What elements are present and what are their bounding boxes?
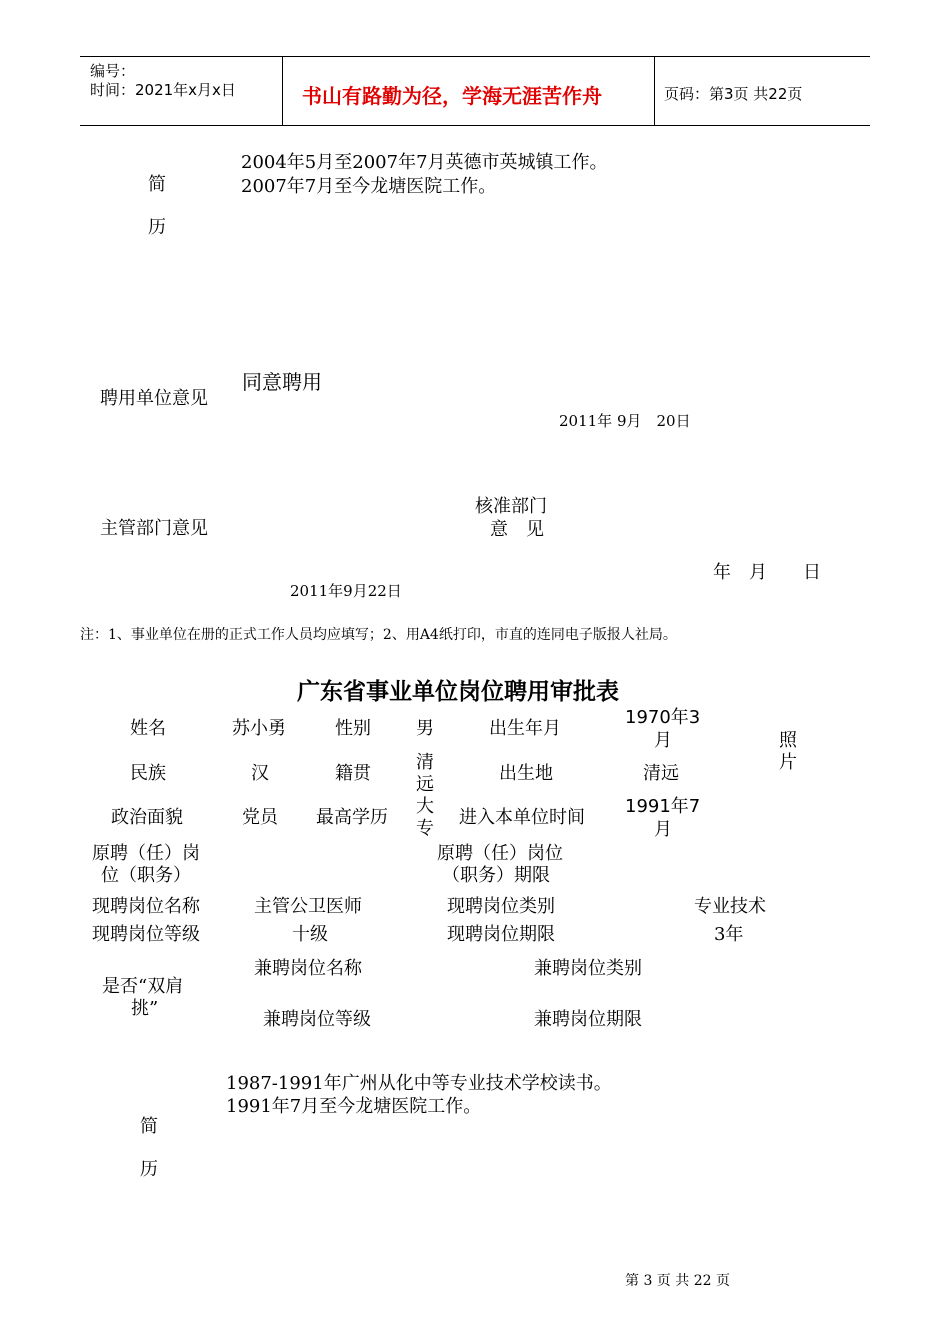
- orig-post-label: 位（职务）: [101, 865, 191, 886]
- gender-value: 男: [416, 718, 434, 739]
- form-title: 广东省事业单位岗位聘用审批表: [297, 678, 619, 705]
- cur-term-label: 现聘岗位期限: [447, 924, 555, 945]
- resume-line-1: 2004年5月至2007年7月英德市英城镇工作。: [241, 152, 608, 173]
- form-resume-line-1: 1987-1991年广州从化中等专业技术学校读书。: [226, 1073, 612, 1094]
- name-label: 姓名: [130, 718, 166, 739]
- cur-post-label: 现聘岗位名称: [92, 896, 200, 917]
- dept-label: 主管部门意见: [100, 518, 208, 539]
- approval-label: 核准部门: [475, 496, 547, 517]
- birth-value: 月: [654, 730, 672, 751]
- birthplace-value: 清远: [643, 763, 679, 784]
- cur-level-label: 现聘岗位等级: [92, 924, 200, 945]
- employer-label: 聘用单位意见: [100, 388, 208, 409]
- employer-opinion: 同意聘用: [242, 370, 322, 394]
- photo-label: 照: [779, 730, 797, 751]
- join-value: 1991年7: [625, 796, 701, 817]
- cur-type-value: 专业技术: [694, 896, 766, 917]
- edu-label: 最高学历: [316, 807, 388, 828]
- part-type-label: 兼聘岗位类别: [534, 958, 642, 979]
- cur-post-value: 主管公卫医师: [254, 896, 362, 917]
- gender-label: 性别: [335, 718, 371, 739]
- native-value: 远: [416, 774, 434, 795]
- native-value: 清: [416, 752, 434, 773]
- dept-date: 2011年9月22日: [290, 582, 402, 600]
- join-label: 进入本单位时间: [459, 807, 585, 828]
- approval-label: 意 见: [490, 519, 544, 540]
- political-label: 政治面貌: [111, 807, 183, 828]
- name-value: 苏小勇: [232, 718, 286, 739]
- number-label: 编号：: [90, 62, 136, 80]
- date-label: 时间：2021年x月x日: [90, 81, 236, 99]
- form-resume-line-2: 1991年7月至今龙塘医院工作。: [226, 1096, 482, 1117]
- employer-date: 2011年 9月 20日: [559, 412, 691, 430]
- ethnic-label: 民族: [130, 763, 166, 784]
- ethnic-value: 汉: [251, 763, 269, 784]
- form-resume-label: 历: [140, 1159, 158, 1180]
- orig-post-label: 原聘（任）岗: [92, 843, 200, 864]
- part-level-label: 兼聘岗位等级: [263, 1009, 371, 1030]
- native-label: 籍贯: [335, 763, 371, 784]
- page-footer: 第 3 页 共 22 页: [625, 1273, 730, 1289]
- orig-term-label: （职务）期限: [442, 865, 550, 886]
- birthplace-label: 出生地: [499, 763, 553, 784]
- orig-term-label: 原聘（任）岗位: [437, 843, 563, 864]
- cur-term-value: 3年: [714, 924, 744, 945]
- birth-value: 1970年3: [625, 707, 701, 728]
- resume-label: 历: [148, 217, 166, 238]
- dual-label: 是否“双肩: [102, 976, 184, 997]
- form-resume-label: 简: [140, 1116, 158, 1137]
- cur-level-value: 十级: [292, 924, 328, 945]
- resume-line-2: 2007年7月至今龙塘医院工作。: [241, 176, 497, 197]
- native-value: 大: [416, 796, 434, 817]
- join-value: 月: [654, 819, 672, 840]
- cur-type-label: 现聘岗位类别: [447, 896, 555, 917]
- note: 注：1、事业单位在册的正式工作人员均应填写；2、用A4纸打印，市直的连同电子版报人社局。: [80, 627, 677, 643]
- approval-date: 年 月 日: [713, 562, 821, 583]
- political-value: 党员: [242, 807, 278, 828]
- header-divider: [654, 56, 655, 125]
- resume-label: 简: [148, 174, 166, 195]
- part-term-label: 兼聘岗位期限: [534, 1009, 642, 1030]
- dual-label: 挑”: [131, 998, 159, 1019]
- slogan: 书山有路勤为径，学海无涯苦作舟: [302, 84, 602, 108]
- photo-label: 片: [779, 752, 797, 773]
- part-name-label: 兼聘岗位名称: [254, 958, 362, 979]
- native-value: 专: [416, 818, 434, 839]
- birth-label: 出生年月: [489, 718, 561, 739]
- header-divider: [282, 56, 283, 125]
- page-info: 页码：第3页 共22页: [664, 85, 803, 103]
